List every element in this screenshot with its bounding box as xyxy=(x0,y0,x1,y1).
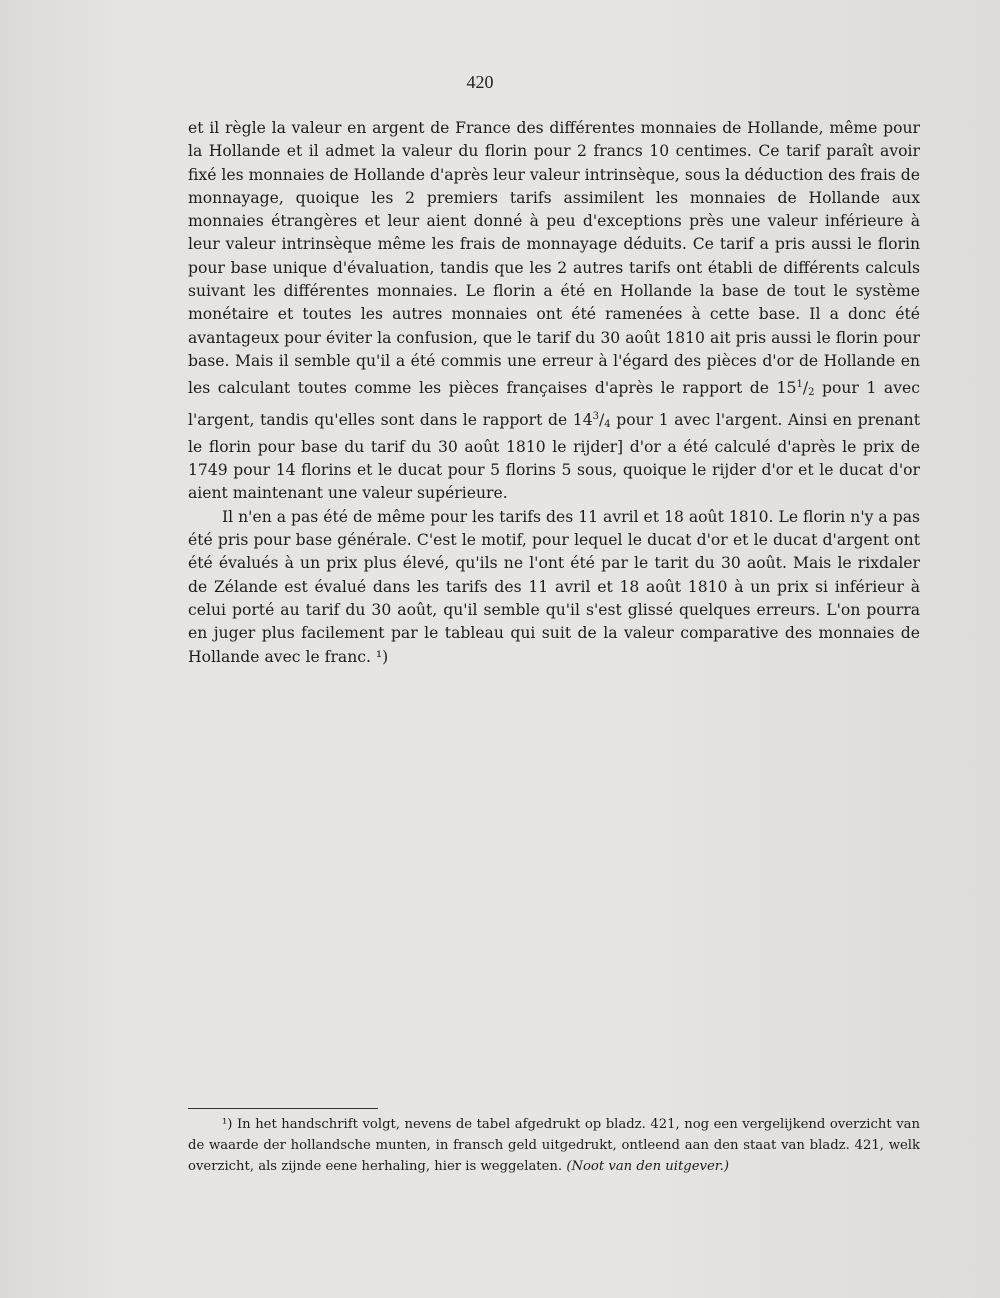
paragraph-2 xyxy=(188,506,920,669)
footnote xyxy=(188,1114,920,1177)
paragraph-1-part-1: et il règle la valeur en argent de France des différentes monnaies de Hollande, même pour la Hollande et il admet la valeur du florin pour 2 francs 10 centimes. Ce tarif paraît avoir fixé les monnaies de Hollande d'après leur valeur intrinsèque, sous la déduction des frais de monnayage, quoique les 2 premiers tarifs assimilent les monnaies de Hollande aux monnaies étrangères et leur aient donné à peu d'exceptions près une valeur inférieure à leur valeur intrinsèque même les frais de monnayage déduits. Ce tarif a pris aussi le florin pour base unique d'évaluation, tandis que les 2 autres tarifs ont établi de différents calculs suivant les différentes monnaies. Le florin a été en Hollande la base de tout le système monétaire et toutes les autres monnaies ont été ramenées à cette base. Il a donc été avantageux pour éviter la confusion, que le tarif du 30 août 1810 ait pris aussi le florin pour base. Mais il semble qu'il a été commis une erreur à l'égard des pièces d'or de Hollande en les calculant toutes comme les pièces françaises d'après le rapport de xyxy=(188,119,920,398)
footnote-reference[interactable]: ¹) xyxy=(375,647,389,666)
paragraph-1 xyxy=(188,117,920,506)
fraction-14-3-4: $14^3/_4$ xyxy=(572,410,611,430)
fraction-15-1-2: $15^1/_2$ xyxy=(776,379,815,399)
paragraph-1-part-3: pour 1 avec l'argent. Ainsi en prenant le florin pour base du tarif du 30 août 1810 le rijder] d'or a été calculé d'après le prix de 1749 pour 14 florins et le ducat pour 5 florins 5 sous, quoique le rijder d'or et le ducat d'or aient maintenant une valeur supérieure. xyxy=(188,410,920,503)
page-number: 420 xyxy=(466,72,494,92)
footnote-marker: ¹) xyxy=(222,1117,233,1132)
editor-note: (Noot van den uitgever.) xyxy=(566,1159,729,1174)
paragraph-1-part-2: pour 1 avec l'argent, tandis qu'elles sont dans le rapport de xyxy=(188,379,920,429)
footnote-text: In het handschrift volgt, nevens de tabel afgedrukt op bladz. 421, nog een vergelijkend overzicht van de waarde der hollandsche munten, in fransch geld uitgedrukt, ontleend aan den staat van bladz. 421, welk overzicht, als zijnde eene herhaling, hier is weggelaten. xyxy=(188,1117,920,1174)
footnote-divider xyxy=(188,1108,378,1109)
paragraph-2-text: Il n'en a pas été de même pour les tarifs des 11 avril et 18 août 1810. Le florin n'y a pas été pris pour base générale. C'est le motif, pour lequel le ducat d'or et le ducat d'argent ont été évalués à un prix plus élevé, qu'ils ne l'ont été par le tarit du 30 août. Mais le rixdaler de Zélande est évalué dans les tarifs des 11 avril et 18 août 1810 à un prix si inférieur à celui porté au tarif du 30 août, qu'il semble qu'il s'est glissé quelques erreurs. L'on pourra en juger plus facilement par le tableau qui suit de la valeur comparative des monnaies de Hollande avec le franc. xyxy=(188,507,920,666)
main-text xyxy=(188,117,920,669)
